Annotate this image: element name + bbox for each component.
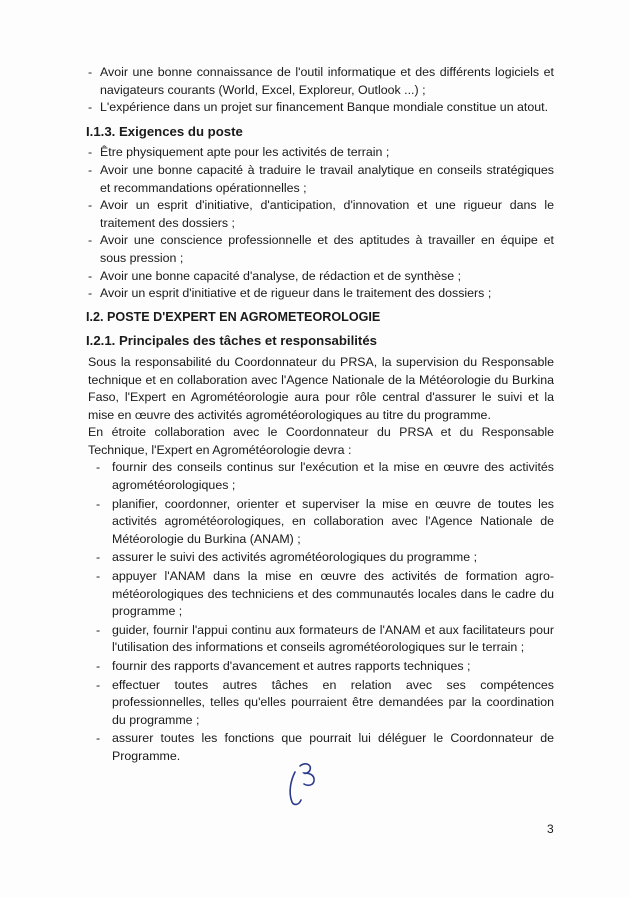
- list-item: - Avoir une bonne connaissance de l'outil informatique et des différents logiciels et navigateurs courants (World, Excel, Exploreur, Outlook ...) ;: [88, 64, 554, 99]
- list-item: - Avoir un esprit d'initiative, d'anticipation, d'innovation et une rigueur dans le traitement des dossiers ;: [88, 197, 554, 232]
- list-item: - Avoir une bonne capacité d'analyse, de rédaction et de synthèse ;: [88, 268, 554, 286]
- list-item: - fournir des rapports d'avancement et autres rapports techniques ;: [88, 658, 554, 676]
- list-item: - Être physiquement apte pour les activités de terrain ;: [88, 144, 554, 162]
- list-item: - fournir des conseils continus sur l'exécution et la mise en œuvre des activités agrométéorologiques ;: [88, 459, 554, 494]
- list-item: - L'expérience dans un projet sur financement Banque mondiale constitue un atout.: [88, 99, 554, 117]
- list-item: - guider, fournir l'appui continu aux formateurs de l'ANAM et aux facilitateurs pour l'utilisation des informations et conseils agrométéorologiques sur le terrain ;: [88, 622, 554, 657]
- page-content: [88, 64, 554, 767]
- list-item: - assurer le suivi des activités agrométéorologiques du programme ;: [88, 549, 554, 567]
- paragraph-responsibility: Sous la responsabilité du Coordonnateur du PRSA, la supervision du Responsable technique et en collaboration avec l'Agence Nationale de la Météorologie du Burkina Faso, l'Expert en Agrométéorologie aura pour rôle central d'assurer le suivi et la mise en œuvre des activités agrométéorologiques au titre du programme.: [88, 354, 554, 422]
- intro-bullet-list: [88, 64, 554, 117]
- list-item: - planifier, coordonner, orienter et superviser la mise en œuvre de toutes les activités agrométéorologiques, en collaboration avec l'Agence Nationale de Météorologie du Burkina (ANAM) ;: [88, 496, 554, 549]
- initials-signature: [283, 760, 323, 810]
- list-item: - Avoir une conscience professionnelle et des aptitudes à travailler en équipe et sous pression ;: [88, 232, 554, 267]
- paragraph-collaboration: En étroite collaboration avec le Coordonnateur du PRSA et du Responsable Technique, l'Expert en Agrométéorologie devra :: [88, 425, 554, 457]
- page-number: 3: [547, 822, 554, 836]
- section-heading-1-2-1: I.2.1. Principales des tâches et responsabilités: [86, 333, 377, 349]
- list-item: - appuyer l'ANAM dans la mise en œuvre des activités de formation agro-météorologiques des techniciens et des communautés locales dans le cadre du programme ;: [88, 568, 554, 621]
- list-item: - effectuer toutes autres tâches en relation avec ses compétences professionnelles, telles qu'elles pourraient être demandées par la coordination du programme ;: [88, 677, 554, 730]
- requirements-list: [88, 144, 554, 302]
- tasks-list: [88, 459, 554, 765]
- list-item: - Avoir une bonne capacité à traduire le travail analytique en conseils stratégiques et recommandations opérationnelles ;: [88, 162, 554, 197]
- list-item: - Avoir un esprit d'initiative et de rigueur dans le traitement des dossiers ;: [88, 285, 554, 303]
- section-heading-1-2: I.2. POSTE D'EXPERT EN AGROMETEOROLOGIE: [86, 309, 381, 324]
- list-item: - assurer toutes les fonctions que pourrait lui déléguer le Coordonnateur de Programme.: [88, 730, 554, 765]
- section-heading-1-1-3: I.1.3. Exigences du poste: [86, 123, 243, 139]
